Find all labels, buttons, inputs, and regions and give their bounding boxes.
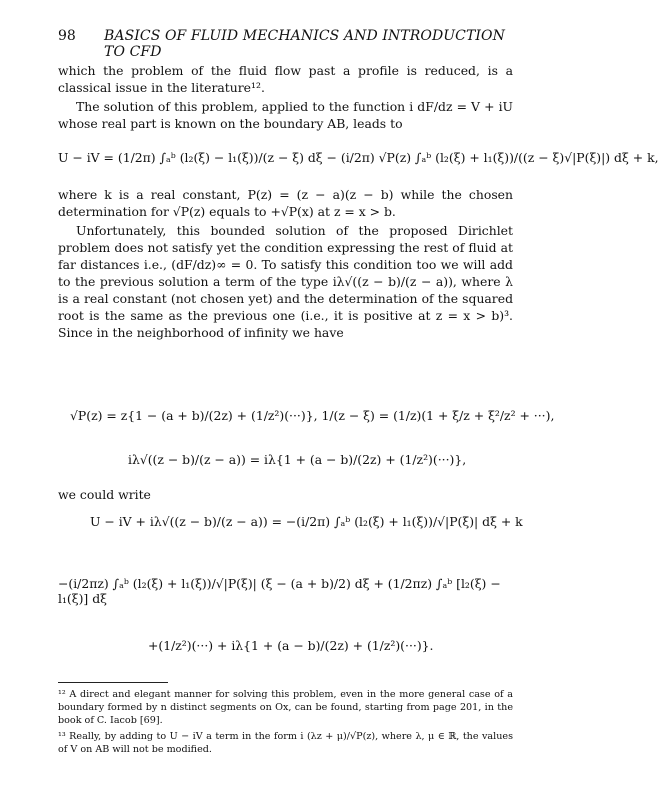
equation-combined-1: U − iV + iλ√((z − b)/(z − a)) = −(i/2π) ∫ₐᵇ (l₂(ξ) + l₁(ξ))/√|P(ξ)| dξ + k [90, 514, 523, 529]
footnote-13: ¹³ Really, by adding to U − iV a term in the form i (λz + μ)/√P(z), where λ, μ ∈ ℝ, the values of V on AB will not be modified. [58, 731, 513, 755]
footnote-12: ¹² A direct and elegant manner for solving this problem, even in the more general case of a boundary formed by n distinct segments on Ox, can be found, starting from page 201, in the book of C. Iacob [69]. [58, 689, 513, 726]
running-title: BASICS OF FLUID MECHANICS AND INTRODUCTION TO CFD [104, 28, 505, 60]
paragraph-3: where k is a real constant, P(z) = (z − a)(z − b) while the chosen determination for √P(z) equals to +√P(x) at z = x > b. [58, 187, 513, 219]
page-number: 98 [58, 28, 76, 44]
equation-lambda-term: iλ√((z − b)/(z − a)) = iλ{1 + (a − b)/(2z) + (1/z²)(···)}, [128, 452, 467, 467]
equation-expansions: √P(z) = z{1 − (a + b)/(2z) + (1/z²)(···)}, 1/(z − ξ) = (1/z)(1 + ξ/z + ξ²/z² + ···), [70, 408, 555, 423]
equation-combined-3: +(1/z²)(···) + iλ{1 + (a − b)/(2z) + (1/z²)(···)}. [148, 638, 434, 653]
equation-combined-2: −(i/2πz) ∫ₐᵇ (l₂(ξ) + l₁(ξ))/√|P(ξ)| (ξ − (a + b)/2) dξ + (1/2πz) ∫ₐᵇ [l₂(ξ) − l₁(ξ)] dξ [58, 576, 501, 606]
equation-solution: U − iV = (1/2π) ∫ₐᵇ (l₂(ξ) − l₁(ξ))/(z − ξ) dξ − (i/2π) √P(z) ∫ₐᵇ (l₂(ξ) + l₁(ξ))/((z − ξ)√|P(ξ)|) dξ + k, [58, 150, 659, 165]
paragraph-1: which the problem of the fluid flow past a profile is reduced, is a classical issue in the literature¹². [58, 63, 513, 95]
paragraph-4: Unfortunately, this bounded solution of the proposed Dirichlet problem does not satisfy yet the condition expressing the rest of fluid at far distances i.e., (dF/dz)∞ = 0. To satisfy this condition too we will add to the previous solution a term of the type iλ√((z − b)/(z − a)), where λ is a real constant (not chosen yet) and the determination of the squared root is the same as the previous one (i.e., it is positive at z = x > b)³. Since in the neighborhood of infinity we have [58, 223, 513, 340]
paragraph-2: The solution of this problem, applied to the function i dF/dz = V + iU whose real part is known on the boundary AB, leads to [58, 99, 513, 131]
footnote-rule [58, 682, 168, 683]
paragraph-5: we could write [58, 487, 151, 502]
